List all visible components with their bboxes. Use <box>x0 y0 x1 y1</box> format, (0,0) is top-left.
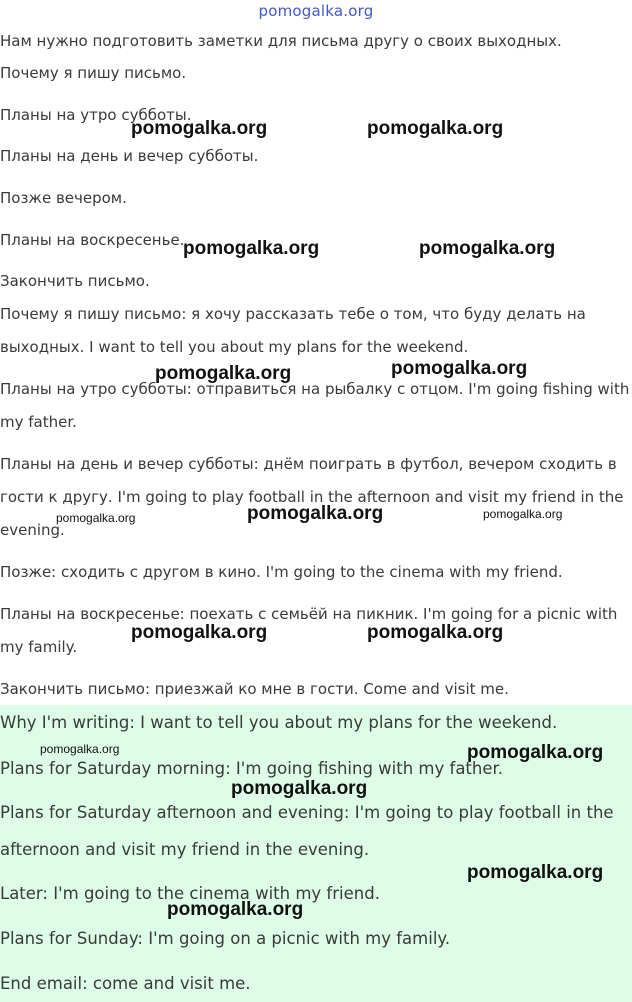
watermark: pomogalka.org <box>167 899 304 920</box>
answer-line: Plans for Saturday afternoon and evening: I'm going to play football in the <box>0 803 614 822</box>
note-line: my family. <box>0 638 78 656</box>
watermark: pomogalka.org <box>467 862 604 883</box>
note-line: выходных. I want to tell you about my plans for the weekend. <box>0 338 469 356</box>
watermark: pomogalka.org <box>40 742 120 756</box>
watermark: pomogalka.org <box>155 363 292 384</box>
answer-line: Plans for Saturday morning: I'm going fishing with my father. <box>0 759 504 778</box>
watermark: pomogalka.org <box>56 511 136 525</box>
answer-line: End email: come and visit me. <box>0 974 251 993</box>
watermark: pomogalka.org <box>391 358 528 379</box>
note-line: Закончить письмо. <box>0 272 150 290</box>
note-line: Планы на день и вечер субботы: днём поиграть в футбол, вечером сходить в <box>0 455 617 473</box>
answer-line: Why I'm writing: I want to tell you about my plans for the weekend. <box>0 713 558 732</box>
note-line: Планы на день и вечер субботы. <box>0 147 259 165</box>
note-line: гости к другу. I'm going to play football in the afternoon and visit my friend in the <box>0 488 624 506</box>
note-line: Планы на воскресенье. <box>0 231 185 249</box>
answer-line: afternoon and visit my friend in the evening. <box>0 840 370 859</box>
answer-line: Plans for Sunday: I'm going on a picnic with my family. <box>0 929 451 948</box>
note-line: Нам нужно подготовить заметки для письма другу о своих выходных. <box>0 32 562 50</box>
note-line: Почему я пишу письмо: я хочу рассказать тебе о том, что буду делать на <box>0 305 586 323</box>
note-line: Планы на воскресенье: поехать с семьёй на пикник. I'm going for a picnic with <box>0 605 618 623</box>
watermark: pomogalka.org <box>131 622 268 643</box>
watermark: pomogalka.org <box>231 778 368 799</box>
watermark: pomogalka.org <box>367 622 504 643</box>
watermark: pomogalka.org <box>483 507 563 521</box>
watermark: pomogalka.org <box>183 238 320 259</box>
note-line: Позже: сходить с другом в кино. I'm going to the cinema with my friend. <box>0 563 563 581</box>
watermark: pomogalka.org <box>131 118 268 139</box>
note-line: Планы на утро субботы. <box>0 106 192 124</box>
watermark: pomogalka.org <box>467 742 604 763</box>
note-line: Позже вечером. <box>0 189 127 207</box>
site-header-link[interactable]: pomogalka.org <box>258 2 374 20</box>
watermark: pomogalka.org <box>419 238 556 259</box>
note-line: my father. <box>0 413 77 431</box>
answer-line: Later: I'm going to the cinema with my friend. <box>0 884 380 903</box>
note-line: evening. <box>0 521 65 539</box>
note-line: Закончить письмо: приезжай ко мне в гости. Come and visit me. <box>0 680 509 698</box>
note-line: Планы на утро субботы: отправиться на рыбалку с отцом. I'm going fishing with <box>0 380 630 398</box>
watermark: pomogalka.org <box>247 503 384 524</box>
note-line: Почему я пишу письмо. <box>0 64 187 82</box>
watermark: pomogalka.org <box>367 118 504 139</box>
